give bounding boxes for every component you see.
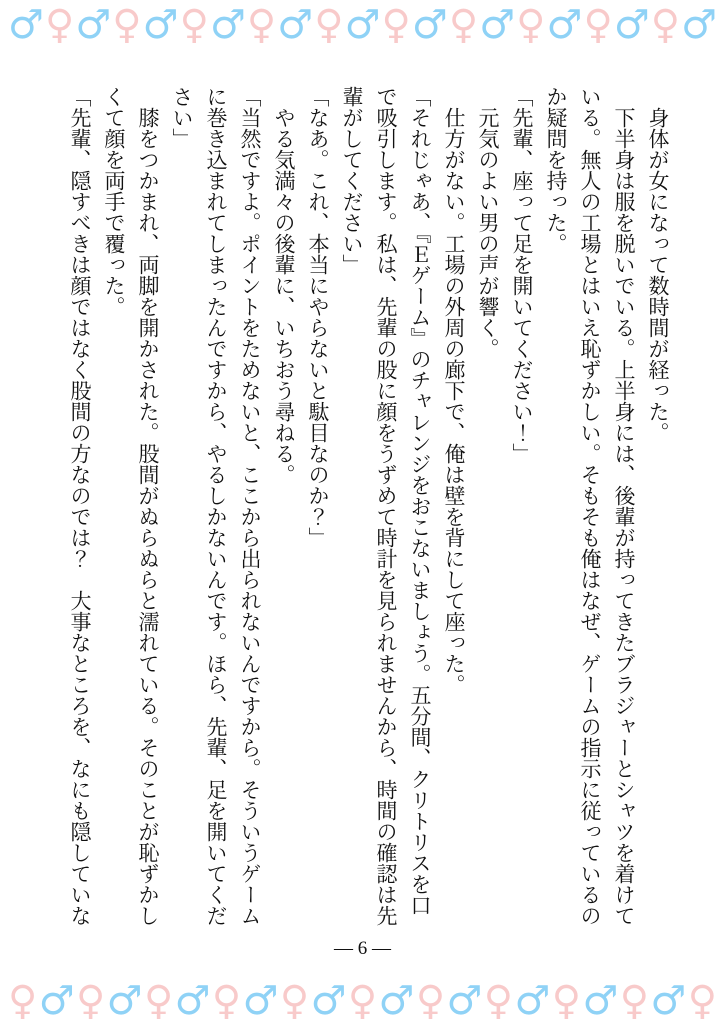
female-symbol-icon: ♀ <box>211 978 242 1024</box>
male-symbol-icon: ♂ <box>378 978 415 1024</box>
paragraph: 「当然ですよ。ポイントをためないと、ここから出られないんですから。そういうゲームに巻き込まれてしまったんですから、やるしかないんです。ほら、先輩、足を開いてください」 <box>170 86 262 926</box>
top-decorative-border <box>0 4 725 46</box>
male-symbol-icon: ♂ <box>344 2 381 48</box>
male-symbol-icon: ♂ <box>446 978 483 1024</box>
male-symbol-icon: ♂ <box>242 978 279 1024</box>
female-symbol-icon: ♀ <box>448 2 479 48</box>
female-symbol-icon: ♀ <box>44 2 75 48</box>
female-symbol-icon: ♀ <box>583 2 613 48</box>
male-symbol-icon: ♂ <box>613 2 650 48</box>
male-symbol-icon: ♂ <box>310 978 347 1024</box>
male-symbol-icon: ♂ <box>209 2 246 48</box>
paragraph: 元気のよい男の声が響く。 <box>476 86 500 359</box>
paragraph: 仕方がない。工場の外周の廊下で、俺は壁を背にして座った。 <box>442 86 466 695</box>
paragraph: 下半身は服を脱いでいる。上半身には、後輩が持ってきたブラジャーとシャツを着けている。無人の工場とはいえ恥ずかしい。そもそも俺はなぜ、ゲームの指示に従っているのか疑問を持った。 <box>544 86 636 926</box>
paragraph: 「それじゃあ、『Ｅゲーム』のチャレンジをおこないましょう。五分間、クリトリスを口で吸引します。私は、先輩の股に顔をうずめて時計を見られませんから、時間の確認は先輩がしてください」 <box>340 86 432 926</box>
paragraph: 身体が女になって数時間が経った。 <box>646 86 670 443</box>
text-body <box>63 86 675 927</box>
male-symbol-icon: ♂ <box>411 2 448 48</box>
male-symbol-icon: ♂ <box>8 2 44 48</box>
female-symbol-icon: ♀ <box>381 2 411 48</box>
female-symbol-icon: ♀ <box>516 2 546 48</box>
male-symbol-icon: ♂ <box>142 2 179 48</box>
female-symbol-icon: ♀ <box>246 2 277 48</box>
male-symbol-icon: ♂ <box>106 978 143 1024</box>
paragraph: 「先輩、隠すべきは顔ではなく股間の方なのでは？ 大事なところを、なにも隠していな <box>68 86 92 926</box>
female-symbol-icon: ♀ <box>619 978 650 1024</box>
paragraph: やる気満々の後輩に、いちおう尋ねる。 <box>272 86 296 485</box>
male-symbol-icon: ♂ <box>582 978 619 1024</box>
female-symbol-icon: ♀ <box>687 978 717 1024</box>
female-symbol-icon: ♀ <box>415 978 446 1024</box>
female-symbol-icon: ♀ <box>279 978 310 1024</box>
female-symbol-icon: ♀ <box>143 978 174 1024</box>
paragraph: 膝をつかまれ、両脚を開かされた。股間がぬらぬらと濡れている。そのことが恥ずかしくて顔を両手で覆った。 <box>102 86 160 926</box>
male-symbol-icon: ♂ <box>546 2 583 48</box>
male-symbol-icon: ♂ <box>514 978 551 1024</box>
female-symbol-icon: ♀ <box>112 2 142 48</box>
female-symbol-icon: ♀ <box>75 978 106 1024</box>
female-symbol-icon: ♀ <box>347 978 378 1024</box>
male-symbol-icon: ♂ <box>650 978 687 1024</box>
page-number: — 6 — <box>334 938 391 959</box>
male-symbol-icon: ♂ <box>681 2 717 48</box>
female-symbol-icon: ♀ <box>314 2 344 48</box>
paragraph: 「先輩、座って足を開いてください！」 <box>510 86 534 464</box>
male-symbol-icon: ♂ <box>277 2 314 48</box>
female-symbol-icon: ♀ <box>483 978 514 1024</box>
female-symbol-icon: ♀ <box>650 2 681 48</box>
female-symbol-icon: ♀ <box>551 978 582 1024</box>
bottom-decorative-border <box>0 980 725 1022</box>
female-symbol-icon: ♀ <box>179 2 209 48</box>
male-symbol-icon: ♂ <box>75 2 112 48</box>
paragraph: 「なあ。これ、本当にやらないと駄目なのか？」 <box>306 86 330 548</box>
male-symbol-icon: ♂ <box>174 978 211 1024</box>
female-symbol-icon: ♀ <box>8 978 38 1024</box>
male-symbol-icon: ♂ <box>479 2 516 48</box>
male-symbol-icon: ♂ <box>38 978 75 1024</box>
